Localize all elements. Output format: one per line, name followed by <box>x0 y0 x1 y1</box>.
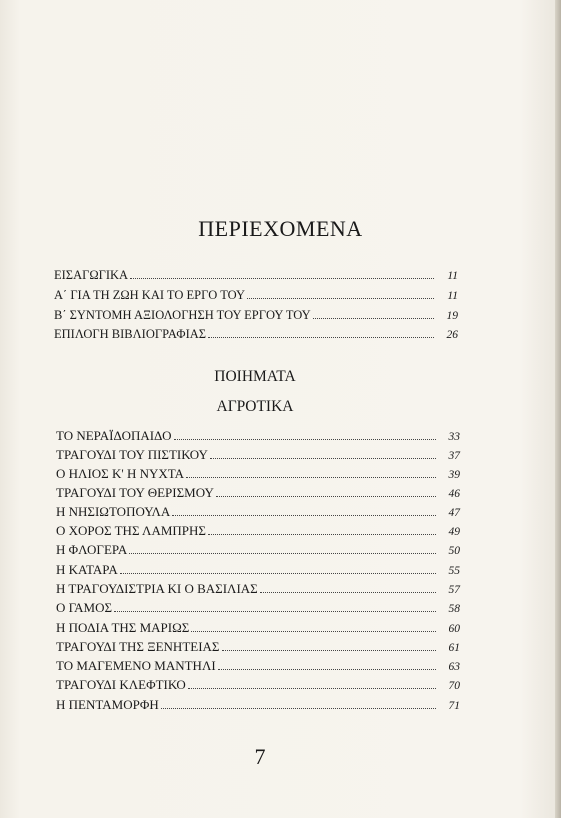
dot-leader <box>210 457 436 459</box>
toc-entry-label: Η ΝΗΣΙΩΤΟΠΟΥΛΑ <box>56 504 171 519</box>
dot-leader <box>260 591 436 593</box>
dot-leader <box>174 438 436 440</box>
toc-entry-page: 60 <box>448 623 460 635</box>
toc-entry-label: ΤΡΑΓΟΥΔΙ ΤΗΣ ΞΕΝΗΤΕΙΑΣ <box>56 639 220 654</box>
dot-leader <box>313 317 434 319</box>
toc-entry <box>56 466 460 482</box>
toc-entry-page: 11 <box>447 290 458 302</box>
toc-entry <box>54 308 458 323</box>
toc-entry-label: ΕΙΣΑΓΩΓΙΚΑ <box>54 268 129 282</box>
dot-leader <box>247 297 434 299</box>
toc-entry <box>56 697 460 713</box>
toc-entry-label: Ο ΗΛΙΟΣ Κ' Η ΝΥΧΤΑ <box>56 466 185 481</box>
page-number: 7 <box>254 744 266 769</box>
toc-entry-label: ΤΡΑΓΟΥΔΙ ΤΟΥ ΠΙΣΤΙΚΟΥ <box>56 447 208 462</box>
poems-heading: ΠΟΙΗΜΑΤΑ <box>214 368 296 385</box>
dot-leader <box>130 277 434 279</box>
toc-entry-page: 71 <box>448 700 460 712</box>
toc-entry-label: Η ΦΛΟΓΕΡΑ <box>56 542 128 557</box>
toc-entry-page: 39 <box>448 469 460 481</box>
dot-leader <box>216 495 436 497</box>
toc-entry-label: Η ΠΕΝΤΑΜΟΡΦΗ <box>56 697 159 712</box>
toc-entry-label: ΤΟ ΜΑΓΕΜΕΝΟ ΜΑΝΤΗΛΙ <box>56 658 216 673</box>
toc-entry-label: ΕΠΙΛΟΓΗ ΒΙΒΛΙΟΓΡΑΦΙΑΣ <box>54 327 207 341</box>
toc-entry-label: ΤΡΑΓΟΥΔΙ ΤΟΥ ΘΕΡΙΣΜΟΥ <box>56 485 214 500</box>
toc-entry-page: 49 <box>448 526 460 538</box>
toc-entry <box>56 523 460 539</box>
toc-entry-page: 58 <box>448 603 460 615</box>
toc-entry <box>56 542 460 558</box>
toc-entry-label: ΤΟ ΝΕΡΑΪΔΟΠΑΙΔΟ <box>56 428 172 443</box>
dot-leader <box>208 336 434 338</box>
page-edge <box>555 0 561 818</box>
dot-leader <box>161 707 436 709</box>
toc-entry <box>56 504 460 520</box>
dot-leader <box>172 514 436 516</box>
toc-entry <box>56 600 460 616</box>
dot-leader <box>188 687 436 689</box>
toc-entry-page: 47 <box>448 507 460 519</box>
toc-entry-page: 63 <box>448 661 460 673</box>
dot-leader <box>191 630 436 632</box>
dot-leader <box>129 552 436 554</box>
toc-entry <box>56 639 460 655</box>
toc-entry-page: 55 <box>448 565 460 577</box>
toc-entry-page: 46 <box>448 488 460 500</box>
toc-entry <box>56 562 460 578</box>
toc-entry <box>56 447 460 463</box>
toc-entry-page: 11 <box>447 270 458 282</box>
toc-entry-label: Η ΠΟΔΙΑ ΤΗΣ ΜΑΡΙΩΣ <box>56 620 190 635</box>
toc-entry-label: Α΄ ΓΙΑ ΤΗ ΖΩΗ ΚΑΙ ΤΟ ΕΡΓΟ ΤΟΥ <box>54 288 246 302</box>
dot-leader <box>114 610 436 612</box>
dot-leader <box>208 533 436 535</box>
contents-title: ΠΕΡΙΕΧΟΜΕΝΑ <box>198 216 363 241</box>
toc-entry <box>56 620 460 636</box>
toc-entry <box>56 428 460 444</box>
toc-entry-page: 26 <box>446 329 458 341</box>
toc-entry-page: 19 <box>446 310 458 322</box>
toc-entry <box>56 485 460 501</box>
toc-entry-page: 50 <box>448 545 460 557</box>
toc-entry <box>56 581 460 597</box>
toc-entry-label: Β΄ ΣΥΝΤΟΜΗ ΑΞΙΟΛΟΓΗΣΗ ΤΟΥ ΕΡΓΟΥ ΤΟΥ <box>54 308 311 322</box>
toc-entry-page: 57 <box>448 584 460 596</box>
toc-entry <box>54 288 458 303</box>
toc-entry-label: Η ΚΑΤΑΡΑ <box>56 562 118 577</box>
dot-leader <box>186 476 436 478</box>
agrotika-heading: ΑΓΡΟΤΙΚΑ <box>216 398 294 415</box>
toc-entry-page: 61 <box>448 642 460 654</box>
toc-entry-page: 37 <box>448 450 460 462</box>
toc-entry <box>54 327 458 342</box>
toc-entry-label: Ο ΓΑΜΟΣ <box>56 600 113 615</box>
toc-entry-label: Η ΤΡΑΓΟΥΔΙΣΤΡΙΑ ΚΙ Ο ΒΑΣΙΛΙΑΣ <box>56 581 258 596</box>
toc-entry-label: Ο ΧΟΡΟΣ ΤΗΣ ΛΑΜΠΡΗΣ <box>56 523 206 538</box>
toc-entry <box>54 268 458 283</box>
toc-entry <box>56 677 460 693</box>
toc-entry-page: 33 <box>448 431 460 443</box>
toc-entry-label: ΤΡΑΓΟΥΔΙ ΚΛΕΦΤΙΚΟ <box>56 677 186 692</box>
dot-leader <box>120 572 436 574</box>
dot-leader <box>222 649 437 651</box>
dot-leader <box>218 668 436 670</box>
toc-entry-page: 70 <box>448 680 460 692</box>
toc-entry <box>56 658 460 674</box>
